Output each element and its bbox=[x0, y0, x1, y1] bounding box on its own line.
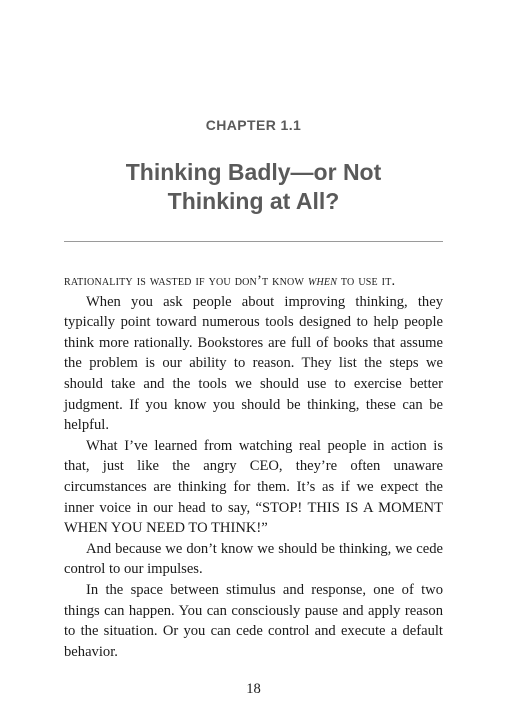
page-number: 18 bbox=[246, 681, 261, 697]
chapter-title-line-2: Thinking at All? bbox=[167, 188, 340, 214]
paragraph-4: In the space between stimulus and response, one of two things can happen. You can consciously pause and apply reason to the situation. Or you can cede control and execute a default behavior. bbox=[64, 581, 443, 660]
lead-emphasis: when bbox=[307, 273, 338, 289]
lead-after: to use it. bbox=[337, 273, 396, 289]
lead-line bbox=[64, 271, 443, 292]
paragraph-1: When you ask people about improving thinking, they typically point toward numerous tools designed to help people think more rationally. Bookstores are full of books that assume the problem is our ability to reason. They list the steps we should take and the tools we should use to exercise better judgment. If you know you should be thinking, these can be helpful. bbox=[64, 293, 443, 434]
title-divider bbox=[64, 241, 443, 242]
paragraph-2: What I’ve learned from watching real people in action is that, just like the angry CEO, they’re often unaware circumstances are thinking for them. It’s as if we expect the inner voice in our head to say, “STOP! THIS IS A MOMENT WHEN YOU NEED TO THINK!” bbox=[64, 437, 443, 537]
paragraph-3: And because we don’t know we should be thinking, we cede control to our impulses. bbox=[64, 540, 443, 578]
chapter-label: CHAPTER 1.1 bbox=[205, 117, 302, 133]
body-text bbox=[64, 271, 443, 662]
chapter-title bbox=[0, 158, 507, 216]
lead-before: rationality is wasted if you don’t know bbox=[64, 273, 308, 289]
chapter-title-line-1: Thinking Badly—or Not bbox=[125, 159, 382, 185]
